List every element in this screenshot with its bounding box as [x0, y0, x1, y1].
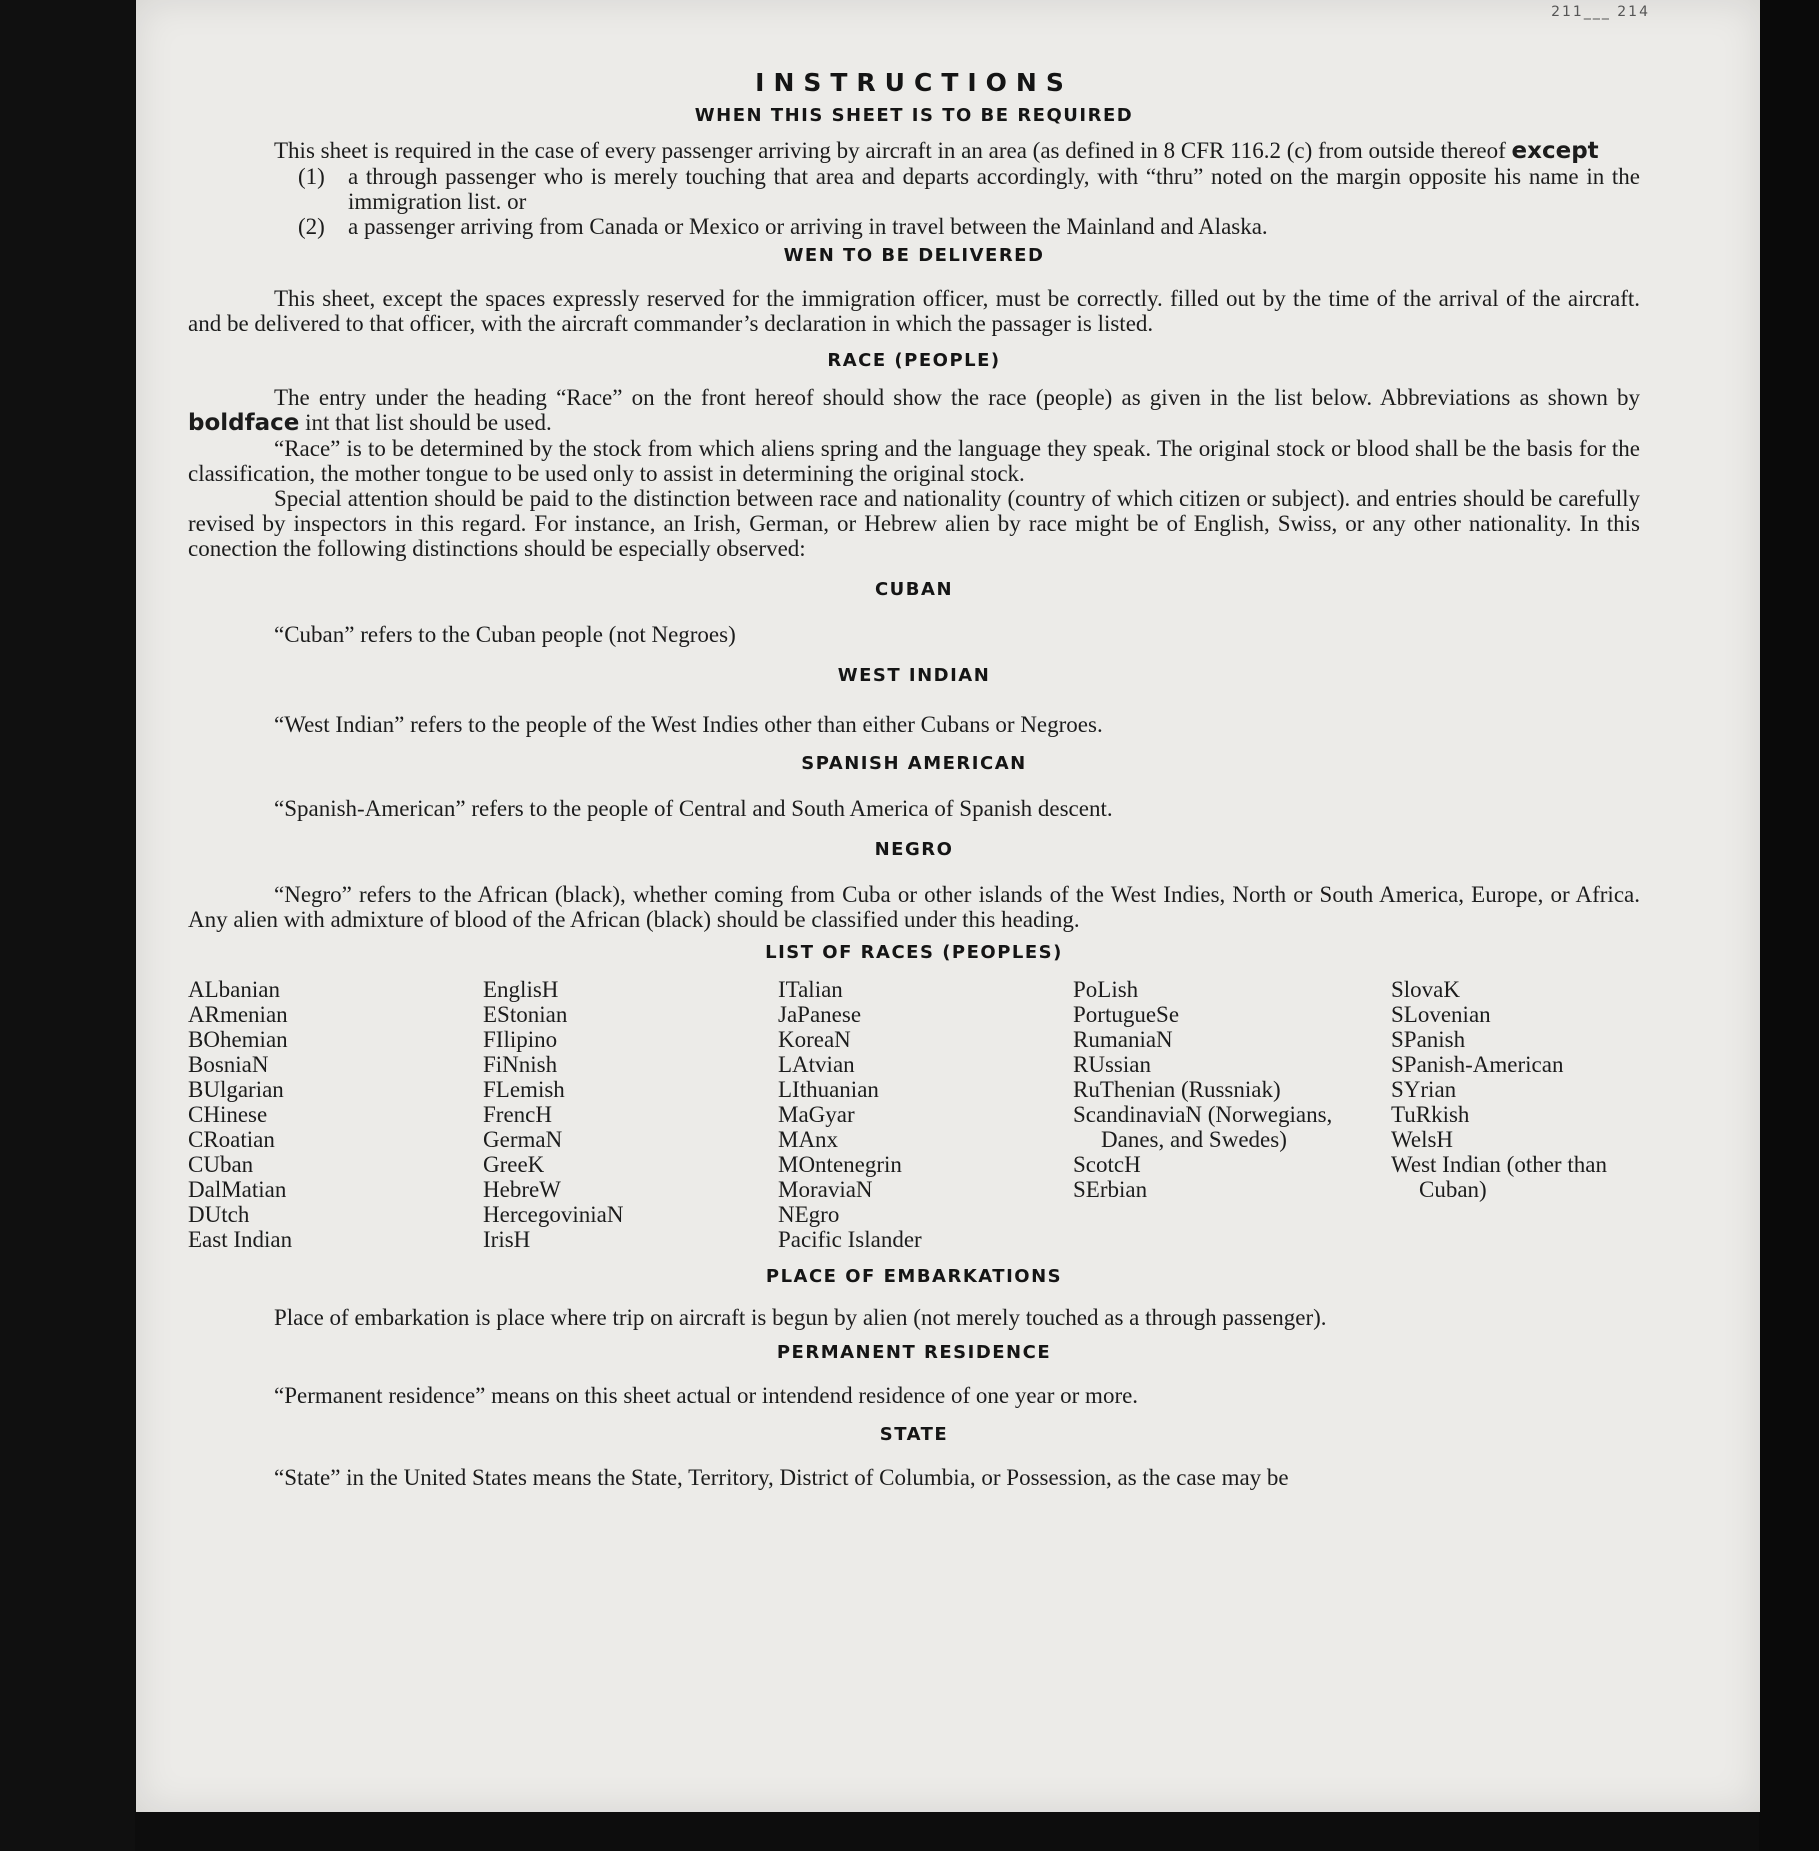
race-item: HebreW [483, 1177, 561, 1202]
race-item: KoreaN [778, 1027, 851, 1052]
race-p1-text: The entry under the heading “Race” on the front hereof should show the race (people) as given in the list below. Abbreviations as shown by [274, 385, 1640, 410]
required-item-1 [298, 164, 1640, 214]
race-item: MOntenegrin [778, 1152, 902, 1177]
race-item: NEgro [778, 1202, 840, 1227]
item-text: a passenger arriving from Canada or Mexico or arriving in travel between the Mainland and Alaska. [348, 214, 1268, 239]
race-item: GreeK [483, 1152, 545, 1177]
race-item: Pacific Islander [778, 1227, 922, 1252]
race-item: ARmenian [188, 1002, 288, 1027]
delivered-text: This sheet, except the spaces expressly reserved for the immigration officer, must be correctly. filled out by the time of the arrival of the aircraft. and be delivered to that officer, with the aircraft commander’s declaration in which the passager is listed. [188, 286, 1640, 336]
race-item: West Indian (other than Cuban) [1391, 1152, 1607, 1202]
instructions-content [188, 68, 1640, 1490]
section-heading-residence: PERMANENT RESIDENCE [776, 1342, 1052, 1363]
page-reference: 211___ 214 [1551, 4, 1650, 20]
races-column-2 [483, 977, 778, 1252]
section-heading-spanish-american: SPANISH AMERICAN [801, 753, 1027, 774]
race-item: SPanish-American [1391, 1052, 1564, 1077]
race-item: LIthuanian [778, 1077, 879, 1102]
required-intro [188, 138, 1640, 164]
item-number: (1) [298, 164, 325, 189]
race-item: BOhemian [188, 1027, 288, 1052]
section-heading-embarkation: PLACE OF EMBARKATIONS [765, 1266, 1063, 1287]
race-item: DalMatian [188, 1177, 287, 1202]
race-item: MAnx [778, 1127, 839, 1152]
scan-border-left [0, 0, 135, 1851]
residence-text: “Permanent residence” means on this sheet actual or intendend residence of one year or more. [274, 1383, 1139, 1408]
race-item: ScandinaviaN (Norwegians, Danes, and Swedes) [1073, 1102, 1333, 1152]
race-p1-boldface: boldface [188, 410, 300, 436]
required-intro-text: This sheet is required in the case of every passenger arriving by aircraft in an area (as defined in 8 CFR 116.2 (c) from outside thereof [274, 138, 1506, 163]
section-heading-cuban: CUBAN [874, 579, 954, 600]
race-item: ALbanian [188, 977, 280, 1002]
race-item: RUssian [1073, 1052, 1151, 1077]
race-item: FLemish [483, 1077, 565, 1102]
section-heading-state: STATE [879, 1424, 949, 1445]
races-column-1 [188, 977, 483, 1252]
race-item: SPanish [1391, 1027, 1466, 1052]
race-item: MaGyar [778, 1102, 855, 1127]
race-item: ScotcH [1073, 1152, 1141, 1177]
race-item: SYrian [1391, 1077, 1457, 1102]
race-item: FIlipino [483, 1027, 558, 1052]
document-sheet [136, 0, 1760, 1812]
race-item: CRoatian [188, 1127, 275, 1152]
race-item: GermaN [483, 1127, 563, 1152]
race-item: TuRkish [1391, 1102, 1470, 1127]
race-item: JaPanese [778, 1002, 862, 1027]
race-item: RuThenian (Russniak) [1073, 1077, 1281, 1102]
race-item: FrencH [483, 1102, 552, 1127]
race-item: SlovaK [1391, 977, 1460, 1002]
section-heading-race: RACE (PEOPLE) [827, 350, 1001, 371]
page-title: INSTRUCTIONS [755, 68, 1073, 97]
race-item: EStonian [483, 1002, 568, 1027]
required-intro-except: except [1511, 138, 1599, 164]
races-column-4 [1073, 977, 1391, 1252]
race-paragraph-3: Special attention should be paid to the distinction between race and nationality (country of which citizen or subject). and entries should be carefully revised by inspectors in this regard. For instance, an Irish, German, or Hebrew alien by race might be of English, Swiss, or any other nationality. In this conection the following distinctions should be especially observed: [188, 486, 1640, 561]
race-item: IrisH [483, 1227, 531, 1252]
section-heading-delivered: WEN TO BE DELIVERED [783, 245, 1045, 266]
cuban-text: “Cuban” refers to the Cuban people (not Negroes) [274, 622, 736, 647]
race-p1-after: int that list should be used. [305, 410, 552, 435]
race-paragraph-2: “Race” is to be determined by the stock from which aliens spring and the language they speak. The original stock or blood shall be the basis for the classification, the mother tongue to be used only to assist in determining the original stock. [188, 436, 1640, 486]
race-item: CHinese [188, 1102, 268, 1127]
race-item: LAtvian [778, 1052, 855, 1077]
race-item: PortugueSe [1073, 1002, 1180, 1027]
race-item: RumaniaN [1073, 1027, 1173, 1052]
race-item: SErbian [1073, 1177, 1148, 1202]
section-heading-required: WHEN THIS SHEET IS TO BE REQUIRED [694, 105, 1134, 126]
negro-text: “Negro” refers to the African (black), whether coming from Cuba or other islands of the West Indies, North or South America, Europe, or Africa. Any alien with admixture of blood of the African (black) should be classified under this heading. [188, 882, 1640, 932]
race-item: MoraviaN [778, 1177, 873, 1202]
race-item: DUtch [188, 1202, 250, 1227]
item-text: a through passenger who is merely touching that area and departs accordingly, with “thru” noted on the margin opposite his name in the immigration list. or [348, 164, 1640, 214]
west-indian-text: “West Indian” refers to the people of the West Indies other than either Cubans or Negroes. [274, 712, 1103, 737]
item-number: (2) [298, 214, 325, 239]
embarkation-text: Place of embarkation is place where trip on aircraft is begun by alien (not merely touched as a through passenger). [274, 1305, 1327, 1330]
races-column-3 [778, 977, 1073, 1252]
race-item: ITalian [778, 977, 843, 1002]
race-item: East Indian [188, 1227, 293, 1252]
race-item: CUban [188, 1152, 254, 1177]
section-heading-negro: NEGRO [874, 839, 954, 860]
race-item: EnglisH [483, 977, 559, 1002]
spanish-american-text: “Spanish-American” refers to the people of Central and South America of Spanish descent. [274, 796, 1113, 821]
races-list [188, 977, 1640, 1252]
section-heading-west-indian: WEST INDIAN [837, 665, 991, 686]
state-text: “State” in the United States means the State, Territory, District of Columbia, or Possession, as the case may be [274, 1465, 1289, 1490]
race-item: BosniaN [188, 1052, 269, 1077]
race-item: HercegoviniaN [483, 1202, 624, 1227]
races-column-5 [1391, 977, 1640, 1252]
required-item-2 [298, 214, 1640, 239]
race-item: BUlgarian [188, 1077, 284, 1102]
race-item: SLovenian [1391, 1002, 1491, 1027]
race-item: WelsH [1391, 1127, 1454, 1152]
race-paragraph-1 [188, 385, 1640, 436]
section-heading-list-of-races: LIST OF RACES (PEOPLES) [765, 942, 1063, 963]
race-item: PoLish [1073, 977, 1139, 1002]
race-item: FiNnish [483, 1052, 558, 1077]
scan-border-right [1759, 0, 1819, 1851]
